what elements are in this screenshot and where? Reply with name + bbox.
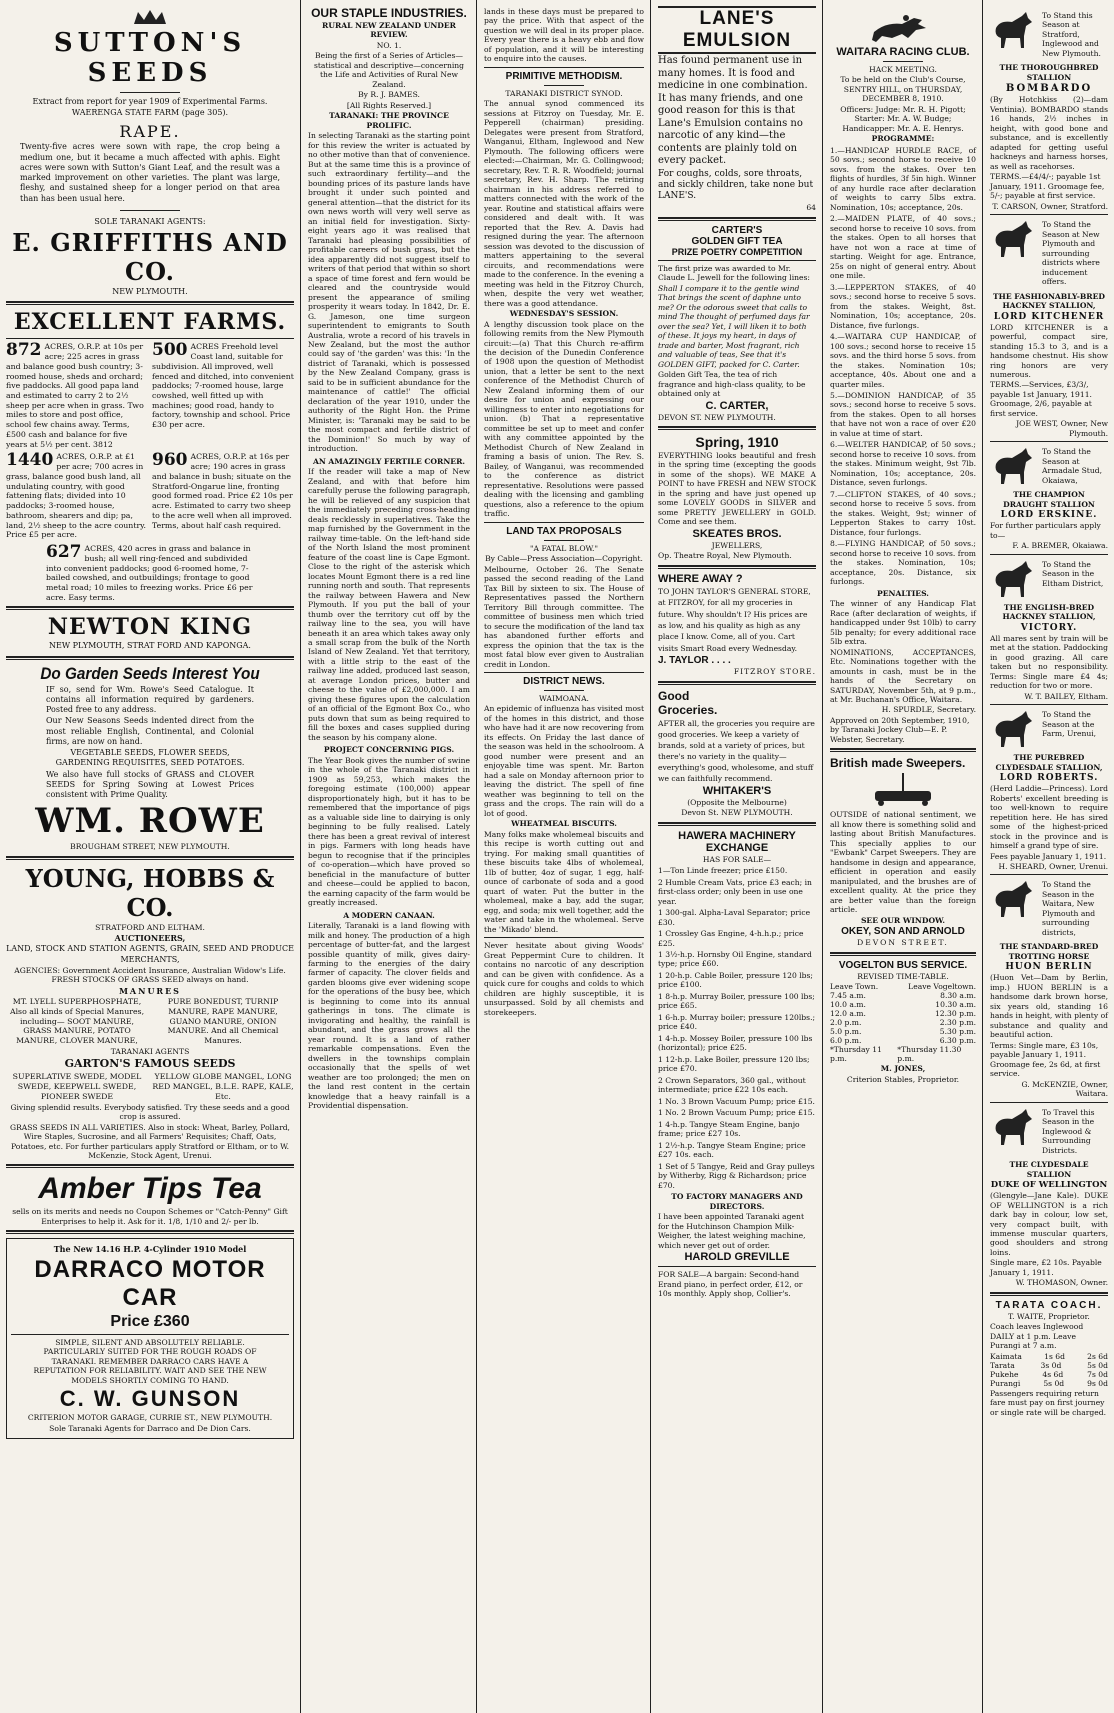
- column-stallions: [984, 4, 1114, 1709]
- hawera-sub: HAS FOR SALE—: [702, 854, 772, 864]
- peppermint-ad: Never hesitate about giving Woods' Great Peppermint Cure to children. It contains no narcotic of any description and can be given with confidence. As a quick cure for coughs and colds to which children are highly susceptible, it is unsurpassed. Sold by all chemists and storekeepers.: [484, 941, 644, 1017]
- griffiths-name: E. GRIFFITHS AND CO.: [12, 228, 288, 287]
- farm-listing: 500 ACRES Freehold level Coast land, suitable for subdivision. All improved, well fenced and ditched, into convenient paddocks; 7-roomed house, large cowshed, well fitted up with machines; good road, handy to factory, township and school. Price £30 per acre.: [152, 340, 294, 430]
- royal-crest-icon: [130, 8, 170, 26]
- amber-note: sells on its merits and needs no Coupon Schemes or "Catch-Penny" Gift Enterprises to help it. Ask for it. 1/8, 1/10 and 2/- per lb.: [12, 1207, 288, 1226]
- staple-continued: lands in these days must be prepared to pay the price. With that aspect of the question we will deal in its proper place. Every year there is a heavy ebb and flow of population, and it will be interesting to enquire into the causes.: [484, 7, 644, 64]
- gartons-title: GARTON'S FAMOUS SEEDS: [64, 1057, 236, 1071]
- carter-address: DEVON ST. NEW PLYMOUTH.: [658, 412, 776, 422]
- staple-sub1: TARANAKI: THE PROVINCE PROLIFIC.: [329, 111, 449, 130]
- staple-p4: Literally, Taranaki is a land flowing with milk and honey. The production of a high percentage of butter-fat, and the largest possible quantity of milk, gives dairy-farming to the energies of the dairy farmer of capacity. The clover fields and garden blooms give ever widening scope for the operations of the busy bee, which is beginning to come into its annual gatherings in tons. The climate is invigorating and healthy, the rainfall is abundant, and the grass grows all the year round. It is a land of rather remarkable compensations. Even the dwellers in the townships complain occasionally that the spells of wet weather are too prolonged; the men on the land rest content in the certain knowledge that a heavy rainfall is a Providential dispensation.: [308, 921, 470, 1111]
- victory-name: VICTORY.: [1020, 622, 1078, 633]
- district-sub: WAIMOANA.: [539, 694, 589, 703]
- tarata-coach-ad: [990, 1300, 1108, 1417]
- landtax-credit: By Cable—Press Association—Copyright.: [485, 554, 643, 564]
- district-title: DISTRICT NEWS.: [523, 676, 605, 687]
- waitara-secretary: H. SPURDLE, Secretary.: [881, 705, 976, 715]
- sutton-agents: SOLE TARANAKI AGENTS:: [94, 216, 206, 226]
- seeds-right: YELLOW GLOBE MANGEL, LONG RED MANGEL, B.L.E. RAPE, KALE, Etc.: [152, 1072, 294, 1101]
- table-row: 10.0 a.m. 10.30 a.m.: [830, 1000, 976, 1010]
- hawera-agents: TO FACTORY MANAGERS AND DIRECTORS.: [671, 1192, 803, 1211]
- darraco-top: The New 14.16 H.P. 4-Cylinder 1910 Model: [53, 1244, 247, 1255]
- okey-street: DEVON STREET.: [857, 938, 949, 948]
- staple-sub2: AN AMAZINGLY FERTILE CORNER.: [312, 456, 466, 466]
- garden-p2: Our New Seasons Seeds indented direct from the most reliable English, Continental, and Colonial firms, are now on hand.: [46, 716, 254, 746]
- race-item: 8.—FLYING HANDICAP, of 50 sovs.; second horse to receive 10 sovs. from the stakes. Nomination, 10s; acceptance, 20s. Distance, six furlongs.: [830, 539, 976, 587]
- table-row: 12.0 a.m. 12.30 p.m.: [830, 1009, 976, 1019]
- excellent-farms-ad: [6, 309, 294, 602]
- list-item: 1 Crossley Gas Engine, 4-h.h.p.; price £25.: [658, 929, 804, 948]
- sutton-farm: WAERENGA STATE FARM (page 305).: [71, 108, 229, 118]
- staple-p3: The Year Book gives the number of swine in the whole of the Taranaki district in 1909 as 59,253, which makes the foregoing estimate (100,000) appear disproportionately high, but it has to be remembered that the importance of pigs as a valuable side line to dairying is only beginning to be fully realised. Lately there has been a great revival of interest in pigs. Farmers with long heads have begun to recognise that if the principles of co-operation—which have proved so beneficial in the manufacture of butter and cheese—could be applied to bacon, the earning capacity of the farm would be greatly increased.: [308, 755, 470, 908]
- sutton-title: SUTTON'S SEEDS: [53, 28, 247, 88]
- wellington-name: DUKE OF WELLINGTON: [990, 1180, 1108, 1191]
- garden-p3: VEGETABLE SEEDS, FLOWER SEEDS, GARDENING REQUISITES, SEED POTATOES.: [55, 748, 245, 768]
- table-row: 2.0 p.m. 2.30 p.m.: [830, 1018, 976, 1028]
- bombardo-owner: T. CARSON, Owner, Stratford.: [992, 201, 1108, 211]
- roberts-ad: [990, 709, 1108, 871]
- lane-body2: For coughs, colds, sore throats, and sickly children, take none but LANE'S.: [658, 168, 814, 201]
- gunson-address: CRITERION MOTOR GARAGE, CURRIE ST., NEW PLYMOUTH.: [27, 1413, 273, 1423]
- methodism-title: PRIMITIVE METHODISM.: [505, 70, 623, 82]
- okey-name: OKEY, SON AND ARNOLD: [841, 926, 965, 938]
- horse-icon: [990, 1107, 1038, 1147]
- staple-subtitle: RURAL NEW ZEALAND UNDER REVIEW.: [322, 21, 456, 40]
- carter-title1: CARTER'S: [711, 224, 763, 236]
- amber-tips-ad: [6, 1172, 294, 1226]
- bombardo-terms: TERMS.—£4/4/-; payable 1st January, 1911. Groomage fee, 5/-; payable at first service.: [990, 172, 1105, 201]
- huon-terms: Terms: Single mare, £3 10s, payable January 1, 1911. Groomage fee, 2s 6d, at first service.: [990, 1040, 1101, 1079]
- darraco-title: DARRACO MOTOR CAR: [34, 1255, 266, 1311]
- victory-owner: W. T. BAILEY, Eltham.: [1024, 691, 1108, 701]
- race-item: 4.—WAITARA CUP HANDICAP, of 100 sovs.; second horse to receive 15 sovs. and the third horse 5 sovs. from the stakes. Nomination 10s; acceptance, 40s. About one and a quarter miles.: [830, 332, 976, 389]
- coach-title: TARATA COACH.: [995, 1299, 1103, 1311]
- landtax-body: Melbourne, October 26. The Senate passed the second reading of the Land Tax Bill by sixteen to six. The House of Representatives passed the Northern Territory Bill through committee. The committee of business men which tried to secure the modification of the land tax has abandoned further efforts and express the opinion that the tax is the most fatal blow ever given to Australian credit in London.: [484, 564, 644, 669]
- hawera-title: HAWERA MACHINERY EXCHANGE: [678, 829, 796, 854]
- lanes-emulsion-ad: [658, 6, 816, 213]
- bus-header: Leave Town. Leave Vogeltown.: [830, 982, 976, 992]
- table-row: 7.45 a.m. 8.30 a.m.: [830, 991, 976, 1001]
- manures-left: MT. LYELL SUPERPHOSPHATE, Also all kinds of Special Manures, including— SOOT MANURE, GRASS MANURE, POTATO MANURE, CLOVER MANURE,: [9, 997, 145, 1046]
- lane-title: LANE'S EMULSION: [658, 6, 816, 54]
- carter-name: C. CARTER,: [705, 399, 769, 412]
- darraco-body: SIMPLE, SILENT AND ABSOLUTELY RELIABLE. PARTICULARLY SUITED FOR THE ROUGH ROADS OF TARANAKI. REMEMBER DARRACO CARS HAVE A REPUTATION FOR RELIABILITY. WAIT AND SEE THE NEW MODELS SHORTLY COMING TO HAND.: [33, 1337, 267, 1385]
- column-rule: [476, 0, 477, 1713]
- landtax-title: LAND TAX PROPOSALS: [506, 525, 622, 537]
- garden-p4: We also have full stocks of GRASS and CLOVER SEEDS for Spring Sowing at Lowest Prices consistent with Prime Quality.: [46, 769, 254, 800]
- roberts-name: LORD ROBERTS.: [999, 773, 1099, 784]
- roberts-stand: To Stand the Season at the Farm, Urenui,: [1042, 710, 1097, 739]
- list-item: 2 Crown Separators, 360 gal., without intermediate; price £22 10s each.: [658, 1075, 806, 1095]
- where-body: TO JOHN TAYLOR'S GENERAL STORE, at FITZROY, for all my groceries in future. Why shouldn't I? His prices are as low, and his quality as high as any place I know. Come, all of you. Cart visits Smart Road every Wednesday.: [658, 586, 811, 653]
- bus-sub: REVISED TIME-TABLE.: [857, 971, 949, 981]
- griffiths-place: NEW PLYMOUTH.: [112, 287, 188, 297]
- spring-title: Spring, 1910: [695, 434, 779, 450]
- skeates-name: SKEATES BROS.: [692, 527, 782, 540]
- wellington-terms: Single mare, £2 10s. Payable January 1, 1911.: [990, 1258, 1102, 1277]
- skeates-sub: JEWELLERS,: [711, 540, 763, 550]
- column-rule: [650, 0, 651, 1713]
- wm-rowe-ad: [6, 664, 294, 852]
- list-item: 1—Ton Linde freezer; price £150.: [658, 866, 788, 876]
- wellington-owner: W. THOMASON, Owner.: [1015, 1278, 1108, 1288]
- british-sweepers-ad: [830, 756, 976, 947]
- race-item: 5.—DOMINION HANDICAP, of 35 sovs.; second horse to receive 5 sovs. from the stakes. Open to all horses that have not won a race of over £20 in value at time of start.: [830, 390, 976, 438]
- young-manures: MANURES: [119, 985, 181, 996]
- staple-sub4: A MODERN CANAAN.: [343, 910, 435, 920]
- racehorse-icon: [868, 10, 938, 46]
- roberts-terms: Fees payable January 1, 1911.: [990, 851, 1107, 861]
- seeds-left: SUPERLATIVE SWEDE, MODEL SWEDE, KEEPWELL SWEDE, PIONEER SWEDE: [12, 1072, 142, 1101]
- horse-icon: [990, 559, 1038, 599]
- wellington-ad: [990, 1107, 1108, 1288]
- young-hobbs-ad: [6, 864, 294, 1161]
- carpet-sweeper-icon: [863, 773, 943, 807]
- taylor-sub: FITZROY STORE.: [733, 667, 816, 677]
- kitchener-owner: JOE WEST, Owner, New Plymouth.: [1016, 419, 1108, 438]
- column-waitara-racing: [824, 4, 982, 1709]
- column-advertisements-middle: [652, 4, 822, 1709]
- roberts-body: (Herd Laddie—Princess). Lord Roberts' excellent breeding is too well-known to require repetition here. He has sired some of the highest-priced stock in the province and is himself a grand type of sire.: [990, 784, 1108, 851]
- waitara-nominations: NOMINATIONS, ACCEPTANCES, Etc. Nominations together with the amounts in cash, must be in the hands of the Secretary on SATURDAY, November 5th, at 9 p.m., at Mr. Buchanan's Office, Waitara.: [830, 647, 976, 704]
- staple-sub3: PROJECT CONCERNING PIGS.: [323, 745, 455, 755]
- coach-body: Coach leaves Inglewood DAILY at 1 p.m. Leave Purangi at 7 a.m.: [990, 1322, 1084, 1351]
- list-item: 2 Humble Cream Vats, price £3 each; in first-class order; only been in use one year.: [658, 877, 812, 906]
- coach-note: Passengers requiring return fare must pay on first journey or single rate will be charged.: [990, 1388, 1107, 1417]
- kitchener-title: THE FASHIONABLY-BRED HACKNEY STALLION,: [993, 291, 1105, 311]
- victory-title: THE ENGLISH-BRED HACKNEY STALLION,: [1002, 602, 1096, 622]
- column-news: [478, 4, 650, 1709]
- staple-reserved: [All Rights Reserved.]: [346, 100, 432, 110]
- horse-icon: [990, 709, 1038, 749]
- whitaker-name: WHITAKER'S: [702, 784, 772, 797]
- race-item: 3.—LEPPERTON STAKES, of 40 sovs.; second horse to receive 5 sovs. from the stakes. Weight, 8st. Nomination, 10s; acceptance, 20s. Distance, five furlongs.: [830, 282, 976, 330]
- sutton-extract: Extract from report for year 1909 of Experimental Farms.: [32, 97, 268, 106]
- huon-berlin-ad: [990, 879, 1108, 1098]
- british-see: SEE OUR WINDOW.: [860, 915, 946, 925]
- carter-title2: GOLDEN GIFT TEA: [691, 235, 783, 247]
- table-row: Purangi 5s 0d 9s 0d: [990, 1378, 1108, 1388]
- kitchener-name: LORD KITCHENER: [993, 311, 1105, 322]
- newton-title: NEWTON KING: [47, 614, 253, 641]
- race-item: 6.—WELTER HANDICAP, of 50 sovs.; second horse to receive 10 sovs. from the stakes. Minimum weight, 9st 7lb. Nomination, 10s; acceptance, 20s. Distance, seven furlongs.: [830, 440, 976, 488]
- piano-sale: FOR SALE—A bargain: Second-hand Erand piano, in perfect order, £12, or 10s monthly. Apply shop, Collier's.: [658, 1270, 803, 1299]
- sutton-body: Twenty-five acres were sown with rape, the crop being a medium one, but it became a much affected with aphis. Eight acres were sown with Sutton's Giant Leaf, and the result was a marked improvement on other varieties. The plant was large, fleshy, and sustained sheep for a longer period on that area than has been usual here.: [20, 142, 280, 203]
- erskine-name: LORD ERSKINE.: [1000, 510, 1098, 521]
- coach-proprietor: T. WAITE, Proprietor.: [1008, 1311, 1090, 1321]
- young-taranaki: TARANAKI AGENTS: [110, 1046, 190, 1056]
- vogelton-bus-ad: [830, 960, 976, 1084]
- hawera-list: [658, 866, 816, 1190]
- gunson-agents: Sole Taranaki Agents for Darraco and De Dion Cars.: [49, 1423, 251, 1433]
- huon-title: THE STANDARD-BRED TROTTING HORSE: [999, 942, 1099, 961]
- young-satisfaction: Giving splendid results. Everybody satisfied. Try these seeds and a good crop is assured.: [10, 1102, 290, 1122]
- table-row: *Thursday 11 p.m. *Thursday 11.30 p.m.: [830, 1045, 962, 1064]
- huon-stand: To Stand the Season in the Waitara, New Plymouth and surrounding districts,: [1042, 880, 1096, 937]
- waitara-officers: Officers: Judge: Mr. R. H. Pigott; Starter: Mr. A. W. Budge; Handicapper: Mr. A. E. Henrys.: [840, 104, 966, 133]
- kitchener-ad: [990, 219, 1108, 438]
- list-item: 1 Set of 5 Tangye, Reid and Gray pulleys by Witherby, Rigg & Richardson; price £70.: [658, 1161, 815, 1190]
- list-item: 1 20-h.p. Cable Boiler, pressure 120 lbs; price £100.: [658, 970, 813, 990]
- list-item: 1 6-h.p. Murray boiler; pressure 120lbs.; price £40.: [658, 1012, 816, 1032]
- staple-intro: Being the first of a Series of Articles—statistical and descriptive—concerning the Life and Activities of Rural New Zealand.: [313, 51, 465, 89]
- waitara-programme: PROGRAMME:: [871, 134, 935, 144]
- erskine-title: THE CHAMPION DRAUGHT STALLION: [1003, 490, 1095, 509]
- erskine-ad: [990, 446, 1108, 550]
- carter-poem: Shall I compare it to the gentle wind That brings the scent of daphne unto me? Or the odorous sweet that calls to mind The thought of perfumed days far over the sea? Yet, I will liken it to both of these. It joys my heart, in days of trade and barter, Most fragrant, rich and valuable of teas, See that it's GOLDEN GIFT, packed for C. Carter.: [658, 283, 810, 369]
- huon-owner: G. McKENZIE, Owner, Waitara.: [1021, 1079, 1108, 1099]
- gunson-name: C. W. GUNSON: [59, 1386, 241, 1412]
- district-sub2: WHEATMEAL BISCUITS.: [511, 819, 617, 829]
- erskine-owner: F. A. BREMER, Okaiawa.: [1012, 541, 1108, 551]
- carter-body2: Golden Gift Tea, the tea of rich fragrance and high-class quality, to be obtained only at: [658, 370, 806, 399]
- lane-num: 64: [806, 203, 816, 213]
- race-list: [830, 146, 976, 587]
- young-auctioneers: AUCTIONEERS,: [114, 933, 186, 944]
- table-row: Pukehe 4s 6d 7s 0d: [990, 1369, 1108, 1379]
- kitchener-body: LORD KITCHENER is a powerful, compact sire, standing 15.3 to 3, and is a handsome chestnut. His show ring honors are very numerous.: [990, 322, 1108, 379]
- staple-p2: If the reader will take a map of New Zealand, and with that before him carefully peruse the following paragraph, he will be relieved of any suspicion that the immediately preceding cross-heading deals recklessly in superlatives. Take the map furnished by the Government in the railway time-table. On the left-hand side of the North Island the most prominent feature of the coast line is Cape Egmont. Close to the right of the asterisk which locates Mount Egmont there is a red line running north and south. That represents the railway between Hawera and New Plymouth. If you put the ball of your thumb over the territory cut off by the railway line to the sea, you will have beneath it an area which takes away only a small scrap from the bulk of the North Island of New Zealand. Yet that territory, with a little strip to the east of the railway line added, produced last season, at average London prices, butter and cheese to the value of £2,000,000. I am giving these figures upon the calculation of an official of the Egmont Box Co., who puts down that sum as being required to fill the boxes and cases supplied during the season by his company alone.: [308, 467, 470, 742]
- waitara-penalties-body: The winner of any Handicap Flat Race (after declaration of weights, if handicapped under 9st 10lb) to carry 5lb penalty; for every additional race 5lb extra.: [830, 599, 976, 647]
- methodism-wed: WEDNESDAY'S SESSION.: [509, 309, 619, 319]
- list-item: 1 4-h.p. Tangye Steam Engine, banjo frame; price £27 10s.: [658, 1119, 800, 1139]
- race-item: 1.—HANDICAP HURDLE RACE, of 50 sovs.; second horse to receive 10 sovs. from the stakes. Over ten flights of hurdles, 3f 5in high. Winner of any hurdle race after declaration of weights to carry 5lbs extra. Nomination, 10s; acceptance, 20s.: [830, 145, 976, 212]
- methodism-wed-body: A lengthy discussion took place on the following remits from the New Plymouth circuit:—(a) That this Church re-affirm the decision of the Dunedin Conference of 1908 upon the question of Methodist union, that a letter be sent to the next conference of the Methodist Church of New Zealand informing them of our desire for union and expressing our willingness to enter into negotiations for union. (b) That a representative committee be set up to meet and confer with any committee appointed by the Methodist Church of New Zealand in framing a basis of union. The Rev. S. Bailey, of Wanganui, was recommended to the conference as district representative. Resolutions were passed dealing with the licensing and gambling questions, also a reference to the opium traffic.: [484, 319, 644, 519]
- carter-tea-ad: [658, 225, 816, 422]
- whitaker-address: Devon St. NEW PLYMOUTH.: [681, 808, 793, 818]
- sutton-heading: RAPE.: [119, 122, 181, 142]
- bombardo-stand: To Stand this Season at Stratford, Inglewood and New Plymouth.: [1042, 11, 1101, 58]
- garden-p1: IF so, send for Wm. Rowe's Seed Catalogue. It contains all information required by gardeners. Posted free to any address.: [46, 684, 254, 715]
- staple-p1: In selecting Taranaki as the starting point for this review the writer is actuated by no other motive than that of convenience. But at the same time this is a province of such extraordinary fertility—and the bounding prices of its pasture lands have brought it under such pointed and general attention—that the district for its own news worth will very well serve as an initial field for investigation. Sixty-eight years ago it was realised that Taranaki had pleasing possibilities of profitable careers of bush grass, but the idea apparently did not suggest itself to writers of that period that within so short a space of time forest and fern would be cleared and the countryside would present the appearance of smiling prosperity it wears today. In 1842, Dr. E. G. Jameson, one time surgeon superintendent to emigrants to South Australia, wrote a record of his travels in New Zealand, but the most the author could say of 'the garden' was this: 'In the district of Taranaki, which is possessed by the New Zealand Company, grass is said to be in sufficient abundance for the maintenance of cattle!' The official declaration of the year 1910, under the authority of the Right Hon. the Prime Minister, is: 'Taranaki may be said to be the most compact and fertile district of the Dominion!' So much by way of introduction.: [308, 131, 470, 454]
- whitaker-title2: Groceries.: [658, 702, 718, 717]
- farm-listing: 872 ACRES, O.R.P. at 10s per acre; 225 acres in grass and balance good bush country; 3-roomed house, sheds and orchard; five paddocks. All good papa land and estimated to carry 2 to 2½ sheep per acre when in grass. Two miles to store and post office, school few chains away. Terms, £500 cash and balance for five years at 5½ per cent. 3812: [6, 340, 144, 449]
- horse-icon: [990, 10, 1038, 50]
- waitara-sub: HACK MEETING.: [869, 65, 937, 74]
- table-row: 6.0 p.m. 6.30 p.m.: [830, 1036, 976, 1046]
- huon-name: HUON BERLIN: [1005, 962, 1093, 973]
- young-agencies: AGENCIES: Government Accident Insurance, Australian Widow's Life. FRESH STOCKS OF GRASS SEED always on hand.: [14, 965, 286, 985]
- newton-places: NEW PLYMOUTH, STRAT FORD AND KAPONGA.: [49, 641, 251, 651]
- race-item: 7.—CLIFTON STAKES, of 40 sovs.; second horse to receive 5 sovs. from the stakes. Weight, 9st; winner of Lepperton Stakes to carry 10st. Distance, four furlongs.: [830, 489, 976, 537]
- wellington-stand: To Travel this Season in the Inglewood & Surrounding Districts.: [1042, 1107, 1095, 1155]
- list-item: 1 No. 2 Brown Vacuum Pump; price £15.: [658, 1108, 815, 1118]
- table-row: Tarata 3s 0d 5s 0d: [990, 1360, 1108, 1370]
- table-row: 5.0 p.m. 5.30 p.m.: [830, 1027, 976, 1037]
- victory-ad: [990, 559, 1108, 701]
- farm-listing: 1440 ACRES, O.R.P. at £1 per acre; 700 acres in grass, balance good bush land, all undulating country, with good fattening flats; divided into 10 paddocks; 3-roomed house, bathroom, shearers and dip; pa, land, 2½ sheep to the acre country. Price £5 per acre.: [6, 450, 147, 540]
- young-agents: LAND, STOCK AND STATION AGENTS, GRAIN, SEED AND PRODUCE MERCHANTS,: [6, 944, 294, 964]
- column-rule: [822, 0, 823, 1713]
- waitara-approved: Approved on 20th September, 1910, by Taranaki Jockey Club—E. P. Webster, Secretary.: [830, 715, 970, 744]
- bus-title: VOGELTON BUS SERVICE.: [838, 959, 968, 971]
- landtax-sub: "A FATAL BLOW.": [530, 543, 598, 553]
- spring-body: EVERYTHING looks beautiful and fresh in the spring time (excepting the goods in some of the shops). WE MAKE A POINT to have FRESH and NEW STOCK in the spring and have just opened up some LOVELY GOODS in SILVER and some PRETTY JEWELLERY in GOLD. Come and see them.: [658, 451, 816, 527]
- district-body2: Many folks make wholemeal biscuits and this recipe is worth cutting out and trying. For making small quantities of these biscuits take 4lbs of wholemeal, 1lb of butter, 4oz of sugar, 1 egg, half-ounce of carbonate of soda and a good quart of water. Put the butter in the wholemeal, make a bay, add the sugar, egg, and soda; mix well together, add the water and take in the wholemeal. Serve the 'Mikado' blend.: [484, 829, 644, 934]
- column-advertisements-left: [0, 4, 300, 1709]
- methodism-body: The annual synod commenced its sessions at Fitzroy on Tuesday, Mr. E. Pepperell (chairman) presiding. Delegates were present from Stratford, Wanganui, Eltham, Inglewood and New Plymouth. The following officers were elected:—Chairman, Mr. G. Collingwood; secretary, Rev. T. R. R. Woodfield; journal secretary, Rev. H. Sharp. The retiring chairman in his address referred to matters connected with the work of the year. Routine and statistical affairs were considered and dealt with. It was reported that the Rev. A. Davis had resigned during the year. The afternoon session was devoted to the discussion of matters appertaining to the several circuits, and recommendations were made to the conference. In the evening a meeting was held in the Fitzroy Church, when, despite the very wet weather, there was a good attendance.: [484, 99, 644, 308]
- staple-no: NO. 1.: [376, 40, 402, 50]
- horse-icon: [990, 879, 1038, 919]
- carter-body: The first prize was awarded to Mr. Claude L. Jewell for the following lines:: [658, 263, 810, 283]
- horse-icon: [990, 219, 1038, 259]
- victory-stand: To Stand the Season in the Eltham District,: [1042, 559, 1104, 588]
- list-item: 1 12-h.p. Lake Boiler, pressure 120 lbs; price £70.: [658, 1054, 810, 1074]
- farm-listing: 960 ACRES, O.R.P. at 16s per acre; 190 acres in grass and balance in bush; situate on the Stratford-Ongarue line, fronting good formed road. Price £2 10s per acre. Estimated to carry two sheep to the acre well when all improved. Terms, about half cash required.: [152, 450, 293, 530]
- wellington-title: THE CLYDESDALE STALLION: [1009, 1160, 1089, 1179]
- rowe-name: WM. ROWE: [35, 801, 265, 842]
- bus-name: M. JONES,: [880, 1064, 926, 1074]
- hawera-machinery-ad: [658, 830, 816, 1299]
- carter-title3: PRIZE POETRY COMPETITION: [671, 246, 803, 257]
- table-row: Kaimata 1s 6d 2s 6d: [990, 1351, 1108, 1361]
- farm-listing: 627 ACRES, 420 acres in grass and balance in bush; all well ring-fenced and subdivided into convenient paddocks; good 6-roomed home, 7-bailed cowshed, and outbuildings; frontage to good metal road; 10 miles to freezing works. Price £6 per acre. Easy terms.: [46, 542, 253, 602]
- whitaker-sub: (Opposite the Melbourne): [687, 797, 787, 807]
- victory-body: All mares sent by train will be met at the station. Paddocking in good grazing. All care taken but no responsibility. Terms: Single mare £4 4s; reduction for two or more.: [990, 633, 1108, 691]
- waitara-held: To be held on the Club's Course, SENTRY HILL, on THURSDAY, DECEMBER 8, 1910.: [840, 75, 966, 104]
- where-title: WHERE AWAY ?: [658, 572, 743, 585]
- race-item: 2.—MAIDEN PLATE, of 40 sovs.; second horse to receive 10 sovs. from the stakes. Open to all horses that have not won a race at time of starting. Weight for age. Entrance, 25s on night of general entry. About one mile.: [830, 214, 976, 281]
- lane-body: Has found permanent use in many homes. It is food and medicine in one combination. It has many friends, and one good reason for this is that Lane's Emulsion contains no narcotic of any kind—the contents are plainly told on every packet.: [658, 55, 808, 166]
- staple-by: By R. J. BAMES.: [358, 90, 420, 100]
- manures-right: PURE BONEDUST, TURNIP MANURE, RAPE MANURE, GUANO MANURE, ONION MANURE. And all Chemical Manures.: [167, 997, 279, 1046]
- staple-title: OUR STAPLE INDUSTRIES.: [311, 6, 467, 20]
- bombardo-name: BOMBARDO: [1005, 83, 1093, 95]
- district-body: An epidemic of influenza has visited most of the homes in this district, and those who have had it are now recovering from its effects. On Friday the last dance of the season was held in the schoolroom. A good number were present and an enjoyable time was spent. Mr. Barton had a sale on Monday afternoon prior to leaving the district. The spell of fine weather was beginning to tell on the grass and the crops. The rain will do a lot of good.: [484, 704, 644, 818]
- taylor-name: J. TAYLOR . . . .: [658, 655, 731, 667]
- greville-name: HAROLD GREVILLE: [684, 1251, 790, 1264]
- farms-heading: EXCELLENT FARMS.: [13, 309, 287, 336]
- roberts-title: THE PUREBRED CLYDESDALE STALLION,: [995, 753, 1103, 772]
- whitaker-body: AFTER all, the groceries you require are good groceries. We keep a variety of brands, sold at a variety of prices, but there's no variety in the quality—everything's good, wholesome, and stuff we can faithfully recommend.: [658, 718, 815, 783]
- list-item: 1 4-h.p. Mossey Boiler, pressure 100 lbs (horizontal); price £25.: [658, 1033, 813, 1053]
- bombardo-body: (By Hotchkiss (2)—dam Ventinia). BOMBARDO stands 16 hands, 2½ inches in height, with good bone and substance, and is excellently adapted for getting useful hackneys and harness horses, as well as racehorses.: [990, 95, 1108, 171]
- erskine-stand: To Stand the Season at Armadale Stud, Okaiawa,: [1042, 447, 1102, 485]
- list-item: 1 300-gal. Alpha-Laval Separator; price £30.: [658, 908, 811, 927]
- column-rule: [982, 0, 983, 1713]
- wellington-body: (Glengyle—Jane Kale). DUKE OF WELLINGTON is a rich dark bay in colour, low set, very compact built, with immense muscular quarters, good shoulders and strong loins.: [990, 1191, 1108, 1257]
- methodism-sub: TARANAKI DISTRICT SYNOD.: [505, 88, 623, 98]
- british-title: British made Sweepers.: [830, 756, 966, 771]
- column-staple-industries: [302, 4, 476, 1709]
- whitaker-ad: [658, 689, 816, 818]
- list-item: 1 3½-h.p. Hornsby Oil Engine, standard type; price £60.: [658, 950, 812, 969]
- young-grass: GRASS SEEDS IN ALL VARIETIES. Also in stock: Wheat, Barley, Pollard, Wire Staples, Sucrosine, and all Farmers' Requisites; Chaff, Oats, Potatoes, etc. For further particulars apply Stratford or Eltham, or to W. McKenzie, Stock Agent, Urenui.: [10, 1122, 290, 1160]
- hawera-agents-body: I have been appointed Taranaki agent for the Hutchinson Champion Milk-Weigher, the latest weighing machine, which never get out of order.: [658, 1212, 806, 1250]
- skeates-ad: [658, 434, 816, 561]
- british-body: OUTSIDE of national sentiment, we all know there is something solid and lasting about British Manufactures. This specially applies to our "Ewbank" Carpet Sweepers. They are handsome in design and appearance, efficient in operation and easily manipulated, and the brushes are of excellent quality. At the price they are better value than the foreign article.: [830, 810, 976, 915]
- bus-sub2: Criterion Stables, Proprietor.: [846, 1074, 960, 1084]
- darraco-ad: [6, 1238, 294, 1439]
- garden-title: Do Garden Seeds Interest You: [40, 663, 260, 683]
- list-item: 1 2½-h.p. Tangye Steam Engine; price £27 10s. each.: [658, 1140, 806, 1160]
- list-item: 1 8-h.p. Murray Boiler, pressure 100 lbs; price £65.: [658, 991, 815, 1011]
- waitara-penalties: PENALTIES.: [877, 588, 929, 598]
- skeates-address: Op. Theatre Royal, New Plymouth.: [658, 551, 792, 561]
- whitaker-title1: Good: [658, 688, 690, 703]
- kitchener-stand: To Stand the Season at New Plymouth and surrounding districts where inducement offers.: [1042, 220, 1100, 287]
- bombardo-ad: [990, 10, 1108, 211]
- kitchener-terms: TERMS.—Services, £3/3/, payable 1st January, 1911. Groomage, 2/6, payable at first service.: [990, 380, 1092, 418]
- rowe-address: BROUGHAM STREET, NEW PLYMOUTH.: [70, 842, 230, 852]
- horse-icon: [990, 446, 1038, 486]
- newton-king-ad: [6, 614, 294, 651]
- sutton-seeds-ad: [6, 28, 294, 297]
- young-places: STRATFORD AND ELTHAM.: [95, 922, 205, 932]
- waitara-title: WAITARA RACING CLUB.: [836, 46, 970, 58]
- list-item: 1 No. 3 Brown Vacuum Pump; price £15.: [658, 1096, 815, 1106]
- young-title: YOUNG, HOBBS & CO.: [25, 863, 275, 922]
- huon-body: (Huon Vet—Dam by Berlin, imp.) HUON BERLIN is a handsome dark brown horse, six years old, standing 16 hands in height, with plenty of substance and quality and beautiful action.: [990, 973, 1108, 1040]
- amber-title: Amber Tips Tea: [38, 1172, 262, 1206]
- bombardo-title: THE THOROUGHBRED STALLION: [999, 63, 1099, 82]
- column-rule: [300, 0, 301, 1713]
- darraco-price: Price £360: [110, 1312, 190, 1330]
- erskine-body: For further particulars apply to—: [990, 521, 1101, 540]
- taylor-ad: [658, 573, 816, 677]
- roberts-owner: H. SHEARD, Owner, Urenui.: [998, 862, 1108, 871]
